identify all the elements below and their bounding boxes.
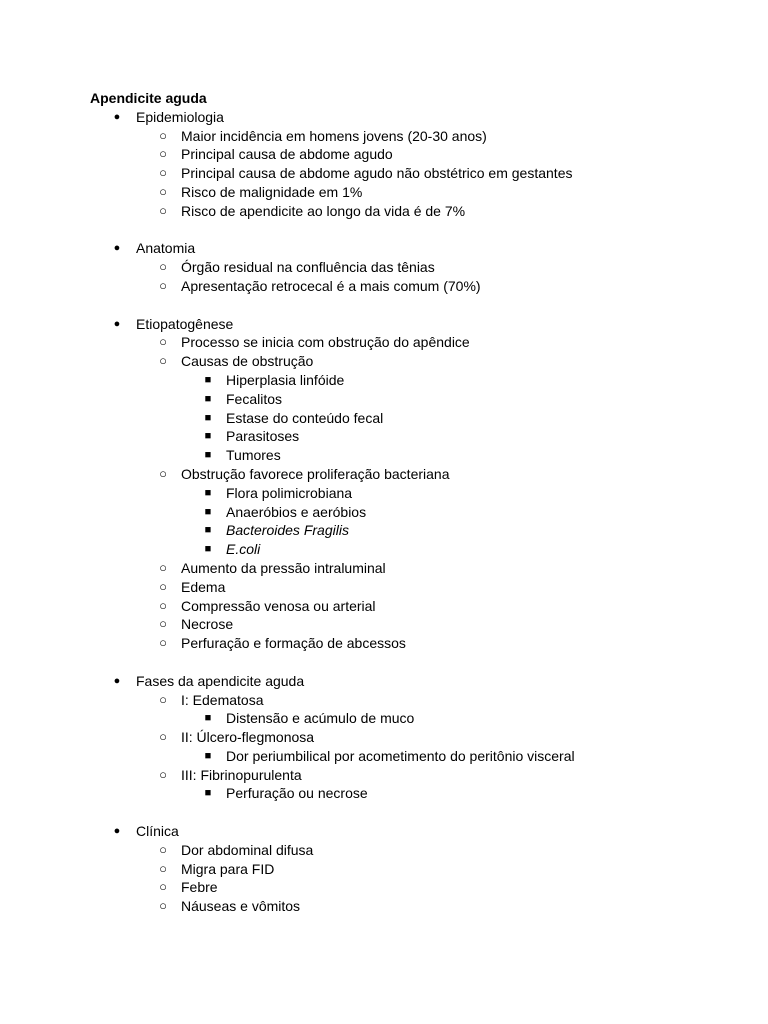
bullet-icon: ○ (159, 183, 167, 199)
sub-list-item (0, 747, 768, 766)
bullet-icon: ○ (159, 146, 167, 162)
outline-list (0, 108, 768, 916)
section-heading (0, 822, 768, 841)
section-heading (0, 239, 768, 258)
item-text: Órgão residual na confluência das tênias (181, 259, 435, 276)
bullet-icon: ○ (159, 841, 167, 857)
list-item (0, 766, 768, 785)
section-spacer (0, 803, 768, 822)
item-text: Dor periumbilical por acometimento do peritônio visceral (226, 747, 575, 764)
bullet-icon: ■ (204, 787, 212, 800)
list-item (0, 352, 768, 371)
bullet-icon: ○ (159, 353, 167, 369)
bullet-icon: ○ (159, 766, 167, 782)
bullet-icon: ● (113, 242, 121, 255)
list-item (0, 559, 768, 578)
sub-list-item (0, 784, 768, 803)
bullet-icon: ○ (159, 879, 167, 895)
bullet-icon: ■ (204, 373, 212, 386)
sub-list-item (0, 390, 768, 409)
sub-list-item (0, 521, 768, 540)
bullet-icon: ● (113, 674, 121, 687)
item-text: Distensão e acúmulo de muco (226, 710, 415, 727)
bullet-icon: ■ (204, 392, 212, 405)
item-text: Fases da apendicite aguda (136, 672, 305, 689)
item-text: Causas de obstrução (181, 353, 314, 370)
item-text: Compressão venosa ou arterial (181, 597, 376, 614)
item-text: Necrose (181, 616, 234, 633)
item-text: Principal causa de abdome agudo (181, 146, 393, 163)
item-text: Epidemiologia (136, 108, 224, 125)
item-text: Edema (181, 578, 226, 595)
list-item (0, 691, 768, 710)
item-text: Flora polimicrobiana (226, 484, 353, 501)
item-text: Parasitoses (226, 428, 300, 445)
bullet-icon: ■ (204, 486, 212, 499)
bullet-icon: ○ (159, 860, 167, 876)
item-text: Dor abdominal difusa (181, 841, 314, 858)
list-item (0, 333, 768, 352)
section-heading (0, 672, 768, 691)
document-title: Apendicite aguda (90, 90, 207, 106)
bullet-icon: ■ (204, 505, 212, 518)
list-item (0, 277, 768, 296)
item-text: Etiopatogênese (136, 315, 234, 332)
bullet-icon: ■ (204, 749, 212, 762)
item-text: Apresentação retrocecal é a mais comum (70%) (181, 277, 481, 294)
list-item (0, 145, 768, 164)
bullet-icon: ● (113, 110, 121, 123)
list-item (0, 183, 768, 202)
list-item (0, 597, 768, 616)
list-item (0, 164, 768, 183)
bullet-icon: ○ (159, 729, 167, 745)
list-item (0, 878, 768, 897)
section-spacer (0, 653, 768, 672)
item-text: Perfuração ou necrose (226, 785, 368, 802)
document-page (0, 89, 768, 916)
bullet-icon: ○ (159, 465, 167, 481)
list-item (0, 615, 768, 634)
list-item (0, 578, 768, 597)
list-item (0, 860, 768, 879)
item-text: Hiperplasia linfóide (226, 371, 345, 388)
bullet-icon: ○ (159, 597, 167, 613)
sub-list-item (0, 484, 768, 503)
bullet-icon: ○ (159, 691, 167, 707)
bullet-icon: ■ (204, 430, 212, 443)
bullet-icon: ■ (204, 449, 212, 462)
bullet-icon: ■ (204, 524, 212, 537)
bullet-icon: ○ (159, 616, 167, 632)
item-text: Anatomia (136, 240, 196, 257)
item-text: E.coli (226, 541, 261, 558)
section-spacer (0, 221, 768, 240)
bullet-icon: ○ (159, 898, 167, 914)
item-text: Náuseas e vômitos (181, 898, 301, 915)
item-text: Migra para FID (181, 860, 275, 877)
item-text: I: Edematosa (181, 691, 264, 708)
list-item (0, 465, 768, 484)
item-text: Principal causa de abdome agudo não obstétrico em gestantes (181, 165, 573, 182)
bullet-icon: ○ (159, 202, 167, 218)
item-text: Perfuração e formação de abcessos (181, 635, 406, 652)
item-text: Anaeróbios e aeróbios (226, 503, 367, 520)
item-text: Tumores (226, 447, 281, 464)
item-text: Risco de malignidade em 1% (181, 183, 363, 200)
sub-list-item (0, 503, 768, 522)
item-text: Obstrução favorece proliferação bacteriana (181, 465, 450, 482)
bullet-icon: ○ (159, 334, 167, 350)
list-item (0, 728, 768, 747)
sub-list-item (0, 446, 768, 465)
list-item (0, 841, 768, 860)
list-item (0, 127, 768, 146)
item-text: Bacteroides Fragilis (226, 522, 349, 539)
bullet-icon: ○ (159, 127, 167, 143)
bullet-icon: ○ (159, 578, 167, 594)
item-text: Processo se inicia com obstrução do apêndice (181, 334, 470, 351)
item-text: Fecalitos (226, 390, 283, 407)
sub-list-item (0, 709, 768, 728)
sub-list-item (0, 427, 768, 446)
sub-list-item (0, 409, 768, 428)
list-item (0, 897, 768, 916)
item-text: Clínica (136, 823, 179, 840)
bullet-icon: ■ (204, 712, 212, 725)
bullet-icon: ■ (204, 543, 212, 556)
section-heading (0, 108, 768, 127)
item-text: Estase do conteúdo fecal (226, 409, 384, 426)
section-spacer (0, 296, 768, 315)
bullet-icon: ○ (159, 635, 167, 651)
bullet-icon: ○ (159, 559, 167, 575)
list-item (0, 258, 768, 277)
list-item (0, 202, 768, 221)
item-text: III: Fibrinopurulenta (181, 766, 302, 783)
sub-list-item (0, 540, 768, 559)
bullet-icon: ● (113, 317, 121, 330)
item-text: Febre (181, 879, 218, 896)
bullet-icon: ○ (159, 259, 167, 275)
section-heading (0, 315, 768, 334)
bullet-icon: ○ (159, 165, 167, 181)
item-text: Maior incidência em homens jovens (20-30 anos) (181, 127, 487, 144)
item-text: II: Úlcero-flegmonosa (181, 729, 315, 746)
bullet-icon: ● (113, 825, 121, 838)
bullet-icon: ■ (204, 411, 212, 424)
list-item (0, 634, 768, 653)
item-text: Aumento da pressão intraluminal (181, 559, 386, 576)
item-text: Risco de apendicite ao longo da vida é de 7% (181, 202, 466, 219)
bullet-icon: ○ (159, 277, 167, 293)
sub-list-item (0, 371, 768, 390)
